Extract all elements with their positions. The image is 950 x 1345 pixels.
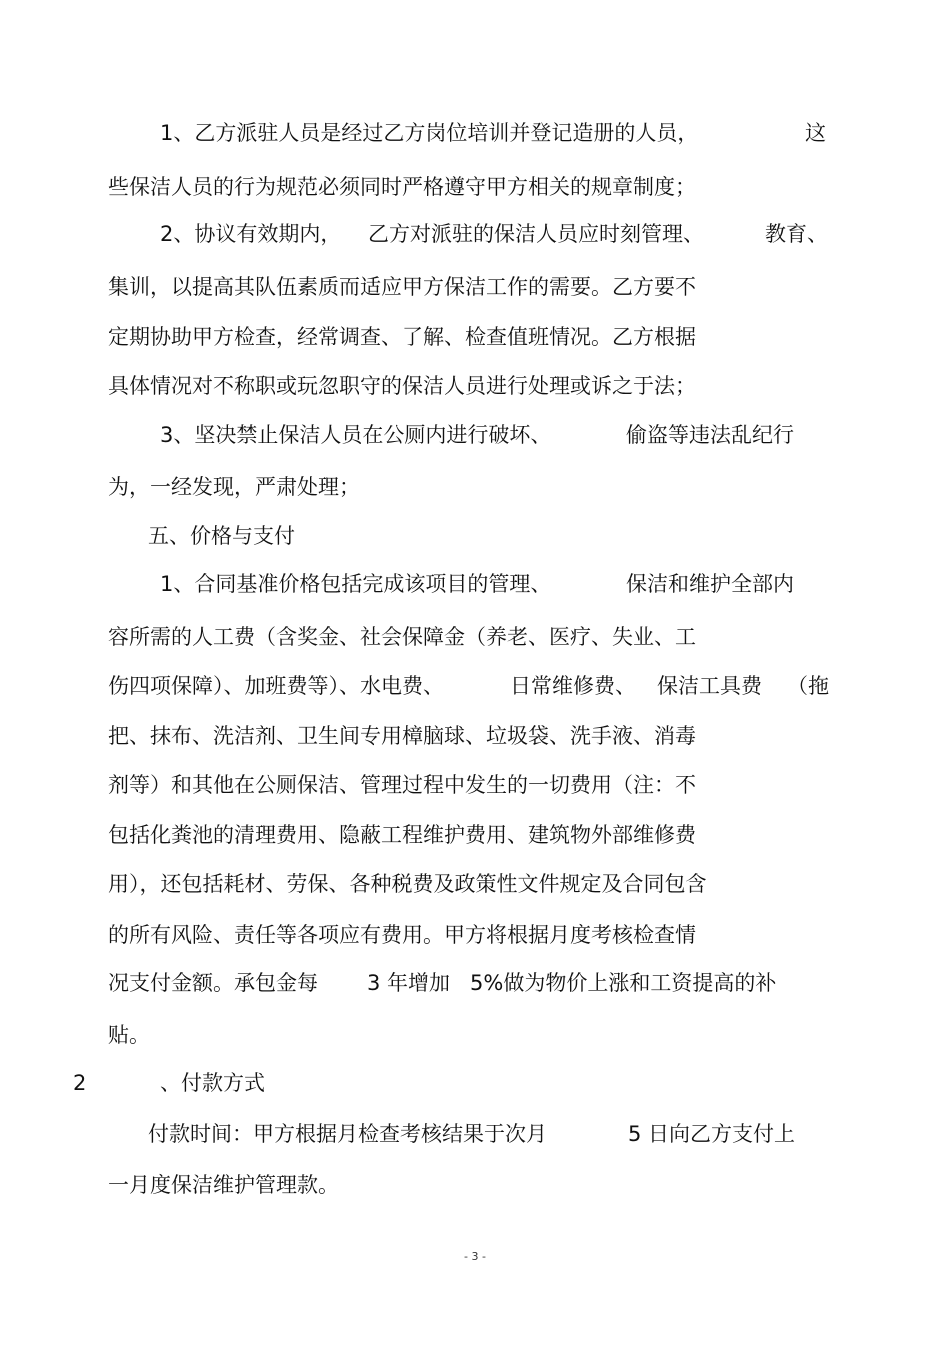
text-segment: 乙方对派驻的保洁人员应时刻管理、 [368,222,704,246]
text-line: 容所需的人工费（含奖金、社会保障金（养老、医疗、失业、工 [108,625,696,649]
text-line: 具体情况对不称职或玩忽职守的保洁人员进行处理或诉之于法； [108,374,696,398]
page-number: - 3 - [464,1250,486,1263]
text-segment: 况支付金额。承包金每 [108,971,318,995]
text-segment: 付款时间：甲方根据月检查考核结果于次月 [148,1122,547,1146]
text-segment: 1、乙方派驻人员是经过乙方岗位培训并登记造册的人员， [160,121,699,145]
text-segment: 保洁和维护全部内 [626,572,794,596]
text-segment: 伤四项保障）、加班费等）、水电费、 [108,674,444,698]
text-line: 贴。 [108,1023,150,1047]
text-segment: 保洁工具费 [657,674,762,698]
text-segment: 偷盗等违法乱纪行 [626,423,794,447]
text-segment: 1、合同基准价格包括完成该项目的管理、 [160,572,552,596]
text-line: 的所有风险、责任等各项应有费用。甲方将根据月度考核检查情 [108,923,696,947]
text-line: 把、抹布、洗洁剂、卫生间专用樟脑球、垃圾袋、洗手液、消毒 [108,724,696,748]
text-line: 用），还包括耗材、劳保、各种税费及政策性文件规定及合同包含 [108,872,707,896]
text-segment: 3 年增加 [367,971,451,995]
text-segment: 日常维修费、 [510,674,636,698]
text-line: 一月度保洁维护管理款。 [108,1173,339,1197]
section-heading: 五、价格与支付 [148,524,295,548]
text-segment: 2、协议有效期内， [160,222,342,246]
text-segment: （拖 [787,674,829,698]
text-segment: 3、坚决禁止保洁人员在公厕内进行破坏、 [160,423,552,447]
text-line: 些保洁人员的行为规范必须同时严格遵守甲方相关的规章制度； [108,175,696,199]
text-line: 集训，以提高其队伍素质而适应甲方保洁工作的需要。乙方要不 [108,275,696,299]
text-segment: 教育、 [765,222,828,246]
heading-number: 2 [73,1071,87,1095]
text-segment: 5 日向乙方支付上 [628,1122,796,1146]
text-line: 包括化粪池的清理费用、隐蔽工程维护费用、建筑物外部维修费 [108,823,696,847]
heading-title: 、付款方式 [160,1071,265,1095]
text-segment: 这 [805,121,826,145]
text-segment: 5%做为物价上涨和工资提高的补 [470,971,777,995]
text-line: 定期协助甲方检查，经常调查、了解、检查值班情况。乙方根据 [108,325,696,349]
text-line: 剂等）和其他在公厕保洁、管理过程中发生的一切费用（注：不 [108,773,696,797]
text-line: 为，一经发现，严肃处理； [108,475,360,499]
